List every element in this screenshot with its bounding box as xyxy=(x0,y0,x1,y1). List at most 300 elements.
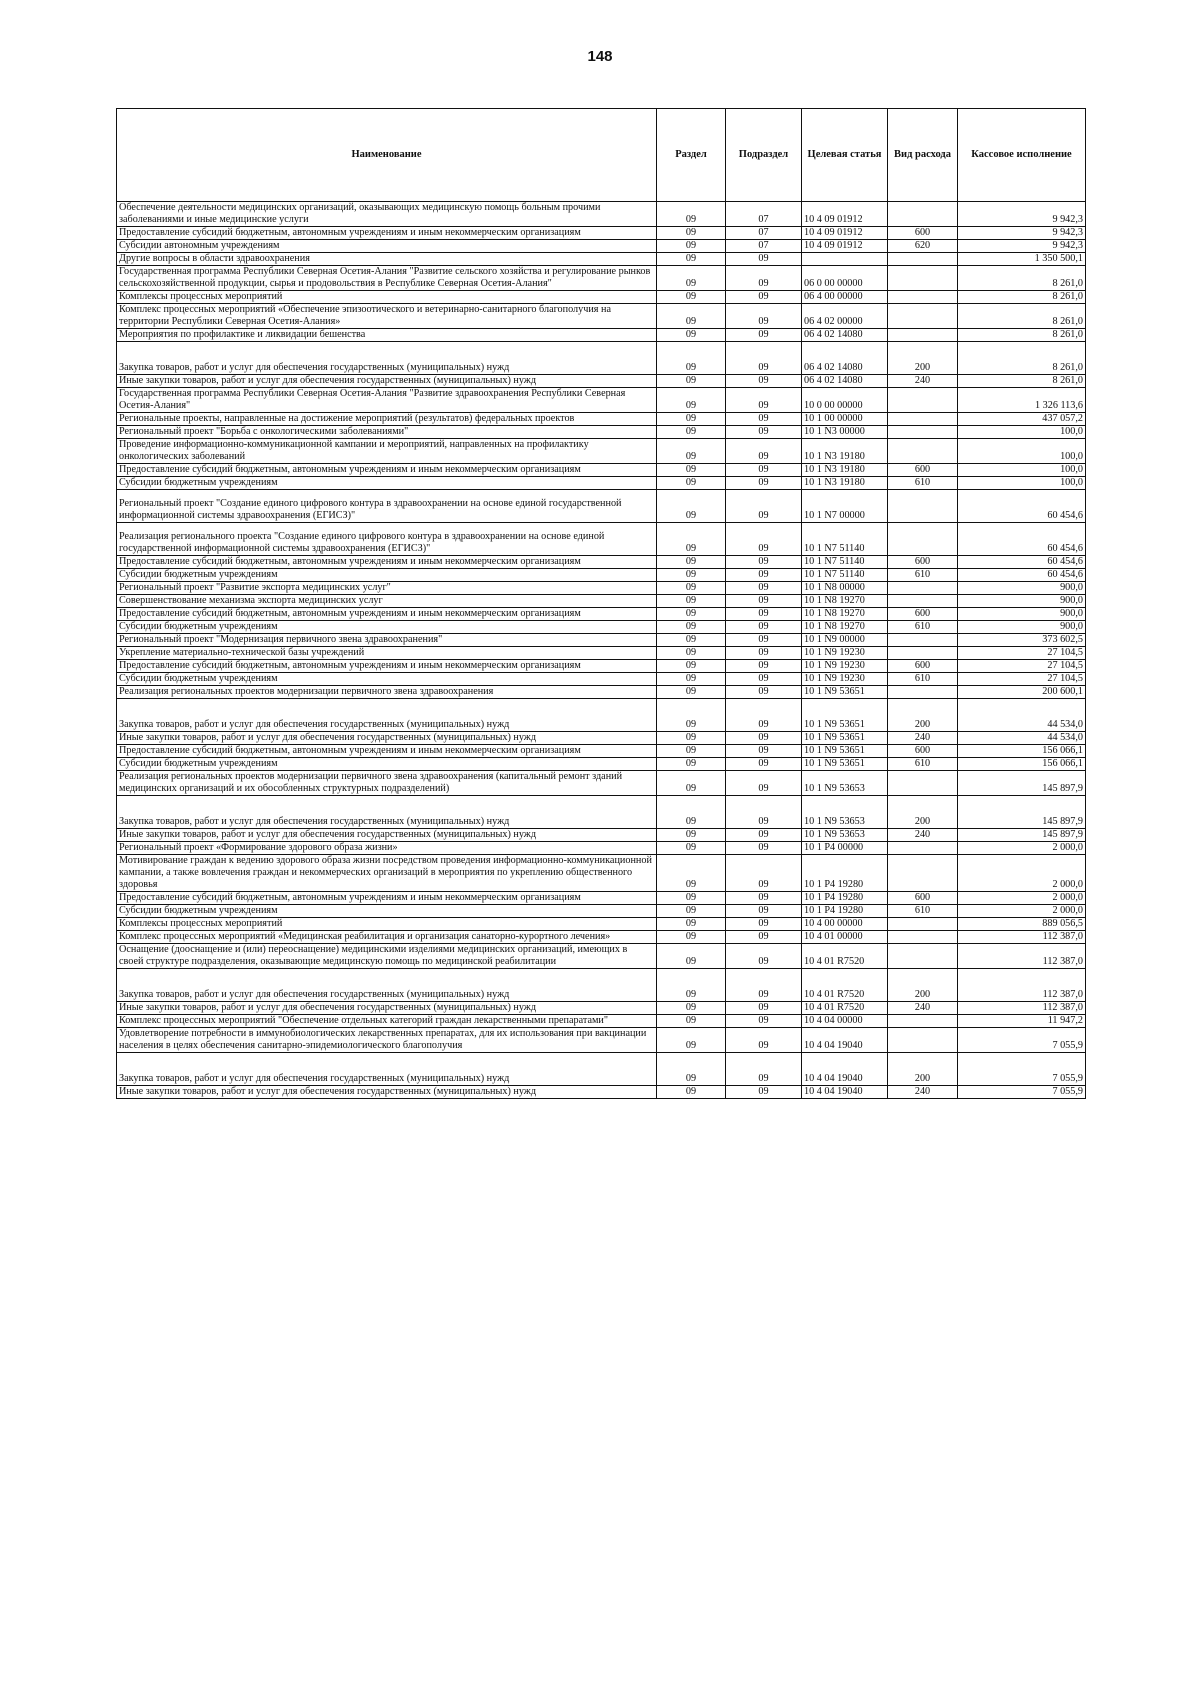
cell-celevaya-statya: 10 1 N8 00000 xyxy=(802,582,888,595)
cell-podrazdel: 09 xyxy=(726,342,802,375)
cell-kassovoe-ispolnenie: 889 056,5 xyxy=(958,918,1086,931)
cell-razdel: 09 xyxy=(657,253,726,266)
cell-podrazdel: 09 xyxy=(726,660,802,673)
cell-razdel: 09 xyxy=(657,329,726,342)
cell-podrazdel: 09 xyxy=(726,931,802,944)
cell-name: Региональный проект "Развитие экспорта медицинских услуг" xyxy=(117,582,657,595)
cell-razdel: 09 xyxy=(657,892,726,905)
cell-celevaya-statya: 10 0 00 00000 xyxy=(802,388,888,413)
table-row xyxy=(117,439,1086,464)
cell-name: Закупка товаров, работ и услуг для обеспечения государственных (муниципальных) нужд xyxy=(117,969,657,1002)
cell-celevaya-statya: 10 1 N9 53651 xyxy=(802,745,888,758)
cell-kassovoe-ispolnenie: 145 897,9 xyxy=(958,796,1086,829)
cell-podrazdel: 09 xyxy=(726,944,802,969)
cell-vid-raskhoda xyxy=(888,634,958,647)
table-row xyxy=(117,732,1086,745)
cell-razdel: 09 xyxy=(657,556,726,569)
cell-vid-raskhoda: 200 xyxy=(888,969,958,1002)
cell-name: Предоставление субсидий бюджетным, автономным учреждениям и иным некоммерческим организациям xyxy=(117,745,657,758)
cell-kassovoe-ispolnenie: 9 942,3 xyxy=(958,240,1086,253)
table-row xyxy=(117,426,1086,439)
cell-kassovoe-ispolnenie: 156 066,1 xyxy=(958,745,1086,758)
cell-name: Закупка товаров, работ и услуг для обеспечения государственных (муниципальных) нужд xyxy=(117,342,657,375)
cell-razdel: 09 xyxy=(657,426,726,439)
cell-razdel: 09 xyxy=(657,855,726,892)
cell-razdel: 09 xyxy=(657,732,726,745)
table-row xyxy=(117,582,1086,595)
cell-name: Реализация региональных проектов модернизации первичного звена здравоохранения xyxy=(117,686,657,699)
table-row xyxy=(117,291,1086,304)
cell-podrazdel: 09 xyxy=(726,621,802,634)
table-row xyxy=(117,621,1086,634)
cell-name: Оснащение (дооснащение и (или) переоснащение) медицинскими изделиями медицинских организаций, имеющих в своей структуре подразделения, оказывающие медицинскую помощь по медицинской реабилитации xyxy=(117,944,657,969)
table-row xyxy=(117,699,1086,732)
cell-vid-raskhoda xyxy=(888,1028,958,1053)
table-row xyxy=(117,477,1086,490)
cell-razdel: 09 xyxy=(657,342,726,375)
cell-razdel: 09 xyxy=(657,842,726,855)
cell-name: Совершенствование механизма экспорта медицинских услуг xyxy=(117,595,657,608)
cell-celevaya-statya: 06 4 02 00000 xyxy=(802,304,888,329)
cell-kassovoe-ispolnenie: 112 387,0 xyxy=(958,931,1086,944)
cell-podrazdel: 09 xyxy=(726,582,802,595)
cell-name: Предоставление субсидий бюджетным, автономным учреждениям и иным некоммерческим организациям xyxy=(117,892,657,905)
cell-vid-raskhoda: 600 xyxy=(888,660,958,673)
table-row xyxy=(117,796,1086,829)
cell-vid-raskhoda: 240 xyxy=(888,375,958,388)
cell-podrazdel: 09 xyxy=(726,439,802,464)
cell-vid-raskhoda xyxy=(888,1015,958,1028)
cell-vid-raskhoda: 200 xyxy=(888,699,958,732)
page-number: 148 xyxy=(587,48,613,65)
header-razdel: Раздел xyxy=(657,109,726,202)
cell-name: Закупка товаров, работ и услуг для обеспечения государственных (муниципальных) нужд xyxy=(117,796,657,829)
cell-podrazdel: 09 xyxy=(726,686,802,699)
table-row xyxy=(117,1053,1086,1086)
cell-celevaya-statya: 10 1 N9 53653 xyxy=(802,829,888,842)
table-row xyxy=(117,969,1086,1002)
cell-razdel: 09 xyxy=(657,621,726,634)
table-header-row xyxy=(117,109,1086,202)
cell-vid-raskhoda xyxy=(888,944,958,969)
cell-celevaya-statya: 10 1 P4 19280 xyxy=(802,855,888,892)
cell-podrazdel: 09 xyxy=(726,796,802,829)
cell-vid-raskhoda xyxy=(888,582,958,595)
cell-razdel: 09 xyxy=(657,686,726,699)
cell-celevaya-statya: 10 1 N8 19270 xyxy=(802,608,888,621)
cell-podrazdel: 09 xyxy=(726,253,802,266)
header-name: Наименование xyxy=(117,109,657,202)
cell-kassovoe-ispolnenie: 8 261,0 xyxy=(958,329,1086,342)
cell-kassovoe-ispolnenie: 8 261,0 xyxy=(958,266,1086,291)
cell-name: Проведение информационно-коммуникационной кампании и мероприятий, направленных на профилактику онкологических заболеваний xyxy=(117,439,657,464)
cell-name: Региональные проекты, направленные на достижение мероприятий (результатов) федеральных проектов xyxy=(117,413,657,426)
cell-celevaya-statya: 10 1 N9 53651 xyxy=(802,732,888,745)
table-row xyxy=(117,634,1086,647)
table-row xyxy=(117,490,1086,523)
table-row xyxy=(117,240,1086,253)
cell-celevaya-statya: 10 4 04 00000 xyxy=(802,1015,888,1028)
table-row xyxy=(117,375,1086,388)
cell-podrazdel: 09 xyxy=(726,918,802,931)
table-row xyxy=(117,1086,1086,1099)
cell-celevaya-statya: 10 1 N7 51140 xyxy=(802,523,888,556)
cell-kassovoe-ispolnenie: 9 942,3 xyxy=(958,202,1086,227)
cell-podrazdel: 07 xyxy=(726,227,802,240)
cell-podrazdel: 09 xyxy=(726,1002,802,1015)
cell-podrazdel: 09 xyxy=(726,829,802,842)
cell-kassovoe-ispolnenie: 156 066,1 xyxy=(958,758,1086,771)
cell-celevaya-statya: 10 1 N3 00000 xyxy=(802,426,888,439)
cell-kassovoe-ispolnenie: 27 104,5 xyxy=(958,673,1086,686)
table-row xyxy=(117,892,1086,905)
cell-vid-raskhoda: 610 xyxy=(888,569,958,582)
cell-name: Комплекс процессных мероприятий «Медицинская реабилитация и организация санаторно-курортного лечения» xyxy=(117,931,657,944)
cell-razdel: 09 xyxy=(657,660,726,673)
table-row xyxy=(117,1002,1086,1015)
cell-vid-raskhoda: 610 xyxy=(888,905,958,918)
cell-name: Государственная программа Республики Северная Осетия-Алания "Развитие сельского хозяйства и регулирование рынков сельскохозяйственной продукции, сырья и продовольствия в Республике Северная Осетия-Алания" xyxy=(117,266,657,291)
cell-podrazdel: 09 xyxy=(726,732,802,745)
cell-name: Мотивирование граждан к ведению здорового образа жизни посредством проведения информационно-коммуникационной кампании, а также вовлечения граждан и некоммерческих организаций в мероприятия по укреплению общественного здоровья xyxy=(117,855,657,892)
cell-celevaya-statya: 06 0 00 00000 xyxy=(802,266,888,291)
cell-kassovoe-ispolnenie: 7 055,9 xyxy=(958,1086,1086,1099)
cell-name: Региональный проект «Формирование здорового образа жизни» xyxy=(117,842,657,855)
cell-podrazdel: 09 xyxy=(726,699,802,732)
cell-name: Субсидии бюджетным учреждениям xyxy=(117,905,657,918)
cell-razdel: 09 xyxy=(657,477,726,490)
cell-razdel: 09 xyxy=(657,523,726,556)
cell-razdel: 09 xyxy=(657,202,726,227)
cell-kassovoe-ispolnenie: 44 534,0 xyxy=(958,699,1086,732)
cell-name: Иные закупки товаров, работ и услуг для обеспечения государственных (муниципальных) нужд xyxy=(117,732,657,745)
cell-celevaya-statya: 06 4 02 14080 xyxy=(802,342,888,375)
cell-name: Удовлетворение потребности в иммунобиологических лекарственных препаратах, для их использования при вакцинации населения в целях обеспечения санитарно-эпидемиологического благополучия xyxy=(117,1028,657,1053)
cell-celevaya-statya: 10 1 N9 19230 xyxy=(802,673,888,686)
table-row xyxy=(117,660,1086,673)
cell-razdel: 09 xyxy=(657,240,726,253)
cell-name: Иные закупки товаров, работ и услуг для обеспечения государственных (муниципальных) нужд xyxy=(117,1086,657,1099)
cell-name: Субсидии бюджетным учреждениям xyxy=(117,569,657,582)
cell-kassovoe-ispolnenie: 7 055,9 xyxy=(958,1053,1086,1086)
cell-vid-raskhoda: 200 xyxy=(888,342,958,375)
cell-name: Субсидии бюджетным учреждениям xyxy=(117,621,657,634)
cell-celevaya-statya: 06 4 02 14080 xyxy=(802,375,888,388)
table-body xyxy=(117,202,1086,1099)
cell-vid-raskhoda: 610 xyxy=(888,477,958,490)
cell-podrazdel: 09 xyxy=(726,569,802,582)
cell-razdel: 09 xyxy=(657,905,726,918)
cell-razdel: 09 xyxy=(657,699,726,732)
cell-celevaya-statya: 10 1 N3 19180 xyxy=(802,439,888,464)
cell-razdel: 09 xyxy=(657,918,726,931)
cell-celevaya-statya: 10 4 01 R7520 xyxy=(802,969,888,1002)
cell-kassovoe-ispolnenie: 60 454,6 xyxy=(958,523,1086,556)
cell-razdel: 09 xyxy=(657,1086,726,1099)
cell-razdel: 09 xyxy=(657,1053,726,1086)
cell-kassovoe-ispolnenie: 900,0 xyxy=(958,608,1086,621)
cell-razdel: 09 xyxy=(657,413,726,426)
cell-name: Комплекс процессных мероприятий «Обеспечение эпизоотического и ветеринарно-санитарного благополучия на территории Республики Северная Осетия-Алания» xyxy=(117,304,657,329)
table-row xyxy=(117,855,1086,892)
cell-vid-raskhoda: 600 xyxy=(888,556,958,569)
cell-kassovoe-ispolnenie: 27 104,5 xyxy=(958,660,1086,673)
cell-name: Иные закупки товаров, работ и услуг для обеспечения государственных (муниципальных) нужд xyxy=(117,829,657,842)
header-vid-raskhoda: Вид расхода xyxy=(888,109,958,202)
cell-vid-raskhoda xyxy=(888,855,958,892)
cell-celevaya-statya: 10 1 N9 53653 xyxy=(802,796,888,829)
cell-celevaya-statya: 10 1 N9 19230 xyxy=(802,647,888,660)
cell-kassovoe-ispolnenie: 112 387,0 xyxy=(958,969,1086,1002)
cell-kassovoe-ispolnenie: 100,0 xyxy=(958,464,1086,477)
cell-celevaya-statya: 10 1 N8 19270 xyxy=(802,595,888,608)
table-row xyxy=(117,829,1086,842)
cell-razdel: 09 xyxy=(657,829,726,842)
cell-kassovoe-ispolnenie: 200 600,1 xyxy=(958,686,1086,699)
cell-podrazdel: 09 xyxy=(726,647,802,660)
cell-razdel: 09 xyxy=(657,266,726,291)
cell-vid-raskhoda xyxy=(888,842,958,855)
cell-vid-raskhoda: 240 xyxy=(888,1002,958,1015)
cell-razdel: 09 xyxy=(657,758,726,771)
cell-vid-raskhoda: 600 xyxy=(888,227,958,240)
cell-kassovoe-ispolnenie: 900,0 xyxy=(958,595,1086,608)
cell-celevaya-statya: 10 1 N9 00000 xyxy=(802,634,888,647)
cell-name: Субсидии автономным учреждениям xyxy=(117,240,657,253)
cell-celevaya-statya: 10 1 N9 19230 xyxy=(802,660,888,673)
cell-vid-raskhoda: 600 xyxy=(888,608,958,621)
cell-vid-raskhoda xyxy=(888,413,958,426)
table-row xyxy=(117,329,1086,342)
table-row xyxy=(117,464,1086,477)
table-row xyxy=(117,569,1086,582)
cell-podrazdel: 09 xyxy=(726,855,802,892)
cell-celevaya-statya: 10 1 P4 19280 xyxy=(802,892,888,905)
cell-podrazdel: 09 xyxy=(726,490,802,523)
cell-vid-raskhoda: 240 xyxy=(888,732,958,745)
cell-celevaya-statya: 10 4 01 R7520 xyxy=(802,1002,888,1015)
cell-celevaya-statya: 10 4 00 00000 xyxy=(802,918,888,931)
cell-razdel: 09 xyxy=(657,1028,726,1053)
cell-kassovoe-ispolnenie: 8 261,0 xyxy=(958,291,1086,304)
cell-name: Обеспечение деятельности медицинских организаций, оказывающих медицинскую помощь больным прочими заболеваниями и иные медицинские услуги xyxy=(117,202,657,227)
cell-razdel: 09 xyxy=(657,375,726,388)
cell-podrazdel: 09 xyxy=(726,1015,802,1028)
cell-podrazdel: 09 xyxy=(726,892,802,905)
cell-vid-raskhoda xyxy=(888,595,958,608)
cell-celevaya-statya: 06 4 02 14080 xyxy=(802,329,888,342)
header-kassovoe-ispolnenie: Кассовое исполнение xyxy=(958,109,1086,202)
cell-name: Субсидии бюджетным учреждениям xyxy=(117,673,657,686)
table-row xyxy=(117,608,1086,621)
cell-name: Другие вопросы в области здравоохранения xyxy=(117,253,657,266)
cell-kassovoe-ispolnenie: 1 350 500,1 xyxy=(958,253,1086,266)
cell-name: Закупка товаров, работ и услуг для обеспечения государственных (муниципальных) нужд xyxy=(117,699,657,732)
table-row xyxy=(117,595,1086,608)
cell-podrazdel: 09 xyxy=(726,304,802,329)
cell-celevaya-statya: 10 1 00 00000 xyxy=(802,413,888,426)
cell-podrazdel: 09 xyxy=(726,329,802,342)
cell-kassovoe-ispolnenie: 8 261,0 xyxy=(958,375,1086,388)
cell-podrazdel: 09 xyxy=(726,523,802,556)
cell-vid-raskhoda xyxy=(888,523,958,556)
cell-razdel: 09 xyxy=(657,1002,726,1015)
cell-razdel: 09 xyxy=(657,745,726,758)
table-row xyxy=(117,523,1086,556)
cell-celevaya-statya: 10 1 N7 00000 xyxy=(802,490,888,523)
table-row xyxy=(117,686,1086,699)
cell-celevaya-statya: 10 4 01 00000 xyxy=(802,931,888,944)
cell-kassovoe-ispolnenie: 44 534,0 xyxy=(958,732,1086,745)
cell-name: Реализация регионального проекта "Создание единого цифрового контура в здравоохранении на основе единой государственной информационной системы здравоохранения (ЕГИСЗ)" xyxy=(117,523,657,556)
cell-podrazdel: 09 xyxy=(726,477,802,490)
cell-podrazdel: 09 xyxy=(726,758,802,771)
table-row xyxy=(117,556,1086,569)
table-row xyxy=(117,202,1086,227)
cell-celevaya-statya: 10 1 N9 53651 xyxy=(802,699,888,732)
cell-podrazdel: 09 xyxy=(726,595,802,608)
cell-celevaya-statya: 10 4 04 19040 xyxy=(802,1028,888,1053)
cell-name: Закупка товаров, работ и услуг для обеспечения государственных (муниципальных) нужд xyxy=(117,1053,657,1086)
table-row xyxy=(117,931,1086,944)
table-row xyxy=(117,918,1086,931)
table-row xyxy=(117,1015,1086,1028)
cell-kassovoe-ispolnenie: 145 897,9 xyxy=(958,771,1086,796)
cell-celevaya-statya: 10 1 N9 53651 xyxy=(802,686,888,699)
cell-kassovoe-ispolnenie: 27 104,5 xyxy=(958,647,1086,660)
cell-vid-raskhoda xyxy=(888,202,958,227)
header-podrazdel: Подраздел xyxy=(726,109,802,202)
table-row xyxy=(117,647,1086,660)
cell-kassovoe-ispolnenie: 112 387,0 xyxy=(958,1002,1086,1015)
cell-razdel: 09 xyxy=(657,673,726,686)
cell-podrazdel: 09 xyxy=(726,388,802,413)
cell-razdel: 09 xyxy=(657,464,726,477)
cell-kassovoe-ispolnenie: 8 261,0 xyxy=(958,342,1086,375)
cell-vid-raskhoda xyxy=(888,771,958,796)
cell-vid-raskhoda xyxy=(888,329,958,342)
cell-razdel: 09 xyxy=(657,931,726,944)
cell-vid-raskhoda: 600 xyxy=(888,745,958,758)
cell-razdel: 09 xyxy=(657,490,726,523)
cell-name: Иные закупки товаров, работ и услуг для обеспечения государственных (муниципальных) нужд xyxy=(117,375,657,388)
table-row xyxy=(117,253,1086,266)
cell-podrazdel: 09 xyxy=(726,842,802,855)
cell-name: Предоставление субсидий бюджетным, автономным учреждениям и иным некоммерческим организациям xyxy=(117,227,657,240)
cell-name: Предоставление субсидий бюджетным, автономным учреждениям и иным некоммерческим организациям xyxy=(117,608,657,621)
cell-name: Субсидии бюджетным учреждениям xyxy=(117,758,657,771)
cell-podrazdel: 09 xyxy=(726,1028,802,1053)
cell-vid-raskhoda: 600 xyxy=(888,464,958,477)
cell-celevaya-statya: 10 1 N9 53651 xyxy=(802,758,888,771)
cell-celevaya-statya: 10 4 01 R7520 xyxy=(802,944,888,969)
cell-razdel: 09 xyxy=(657,969,726,1002)
cell-podrazdel: 07 xyxy=(726,240,802,253)
cell-kassovoe-ispolnenie: 437 057,2 xyxy=(958,413,1086,426)
table-row xyxy=(117,745,1086,758)
cell-kassovoe-ispolnenie: 900,0 xyxy=(958,582,1086,595)
cell-name: Комплексы процессных мероприятий xyxy=(117,291,657,304)
cell-celevaya-statya: 10 4 04 19040 xyxy=(802,1086,888,1099)
cell-name: Государственная программа Республики Северная Осетия-Алания "Развитие здравоохранения Республики Северная Осетия-Алания" xyxy=(117,388,657,413)
cell-razdel: 09 xyxy=(657,569,726,582)
cell-vid-raskhoda: 610 xyxy=(888,621,958,634)
cell-podrazdel: 09 xyxy=(726,1053,802,1086)
cell-podrazdel: 09 xyxy=(726,745,802,758)
cell-celevaya-statya: 10 1 P4 00000 xyxy=(802,842,888,855)
cell-celevaya-statya: 10 4 09 01912 xyxy=(802,240,888,253)
cell-razdel: 09 xyxy=(657,582,726,595)
cell-podrazdel: 09 xyxy=(726,464,802,477)
cell-vid-raskhoda: 240 xyxy=(888,1086,958,1099)
cell-celevaya-statya: 10 1 N8 19270 xyxy=(802,621,888,634)
cell-name: Субсидии бюджетным учреждениям xyxy=(117,477,657,490)
cell-podrazdel: 09 xyxy=(726,1086,802,1099)
table-row xyxy=(117,342,1086,375)
cell-podrazdel: 09 xyxy=(726,291,802,304)
cell-name: Реализация региональных проектов модернизации первичного звена здравоохранения (капитальный ремонт зданий медицинских организаций и их обособленных структурных подразделений) xyxy=(117,771,657,796)
cell-celevaya-statya: 10 4 04 19040 xyxy=(802,1053,888,1086)
cell-vid-raskhoda: 240 xyxy=(888,829,958,842)
cell-name: Комплекс процессных мероприятий "Обеспечение отдельных категорий граждан лекарственными препаратами" xyxy=(117,1015,657,1028)
cell-podrazdel: 09 xyxy=(726,426,802,439)
cell-vid-raskhoda: 200 xyxy=(888,1053,958,1086)
cell-vid-raskhoda xyxy=(888,291,958,304)
cell-vid-raskhoda xyxy=(888,686,958,699)
table-row xyxy=(117,905,1086,918)
cell-razdel: 09 xyxy=(657,304,726,329)
table-row xyxy=(117,842,1086,855)
cell-razdel: 09 xyxy=(657,647,726,660)
cell-name: Иные закупки товаров, работ и услуг для обеспечения государственных (муниципальных) нужд xyxy=(117,1002,657,1015)
cell-podrazdel: 09 xyxy=(726,266,802,291)
cell-vid-raskhoda: 200 xyxy=(888,796,958,829)
cell-podrazdel: 09 xyxy=(726,375,802,388)
cell-vid-raskhoda: 620 xyxy=(888,240,958,253)
cell-podrazdel: 09 xyxy=(726,771,802,796)
cell-vid-raskhoda xyxy=(888,304,958,329)
cell-vid-raskhoda xyxy=(888,439,958,464)
cell-kassovoe-ispolnenie: 100,0 xyxy=(958,426,1086,439)
cell-celevaya-statya: 10 1 N3 19180 xyxy=(802,464,888,477)
cell-name: Региональный проект "Модернизация первичного звена здравоохранения" xyxy=(117,634,657,647)
cell-name: Региональный проект "Борьба с онкологическими заболеваниями" xyxy=(117,426,657,439)
cell-celevaya-statya: 06 4 00 00000 xyxy=(802,291,888,304)
cell-kassovoe-ispolnenie: 60 454,6 xyxy=(958,490,1086,523)
cell-razdel: 09 xyxy=(657,291,726,304)
cell-vid-raskhoda xyxy=(888,426,958,439)
cell-kassovoe-ispolnenie: 11 947,2 xyxy=(958,1015,1086,1028)
cell-podrazdel: 09 xyxy=(726,634,802,647)
cell-name: Предоставление субсидий бюджетным, автономным учреждениям и иным некоммерческим организациям xyxy=(117,660,657,673)
header-celevaya-statya: Целевая статья xyxy=(802,109,888,202)
cell-vid-raskhoda xyxy=(888,490,958,523)
cell-podrazdel: 09 xyxy=(726,905,802,918)
table-row xyxy=(117,413,1086,426)
cell-podrazdel: 09 xyxy=(726,969,802,1002)
cell-podrazdel: 09 xyxy=(726,608,802,621)
cell-kassovoe-ispolnenie: 100,0 xyxy=(958,439,1086,464)
cell-podrazdel: 09 xyxy=(726,673,802,686)
cell-celevaya-statya: 10 1 N9 53653 xyxy=(802,771,888,796)
table-row xyxy=(117,944,1086,969)
table-row xyxy=(117,673,1086,686)
cell-kassovoe-ispolnenie: 7 055,9 xyxy=(958,1028,1086,1053)
table-row xyxy=(117,758,1086,771)
cell-celevaya-statya: 10 1 N7 51140 xyxy=(802,569,888,582)
cell-name: Мероприятия по профилактике и ликвидации бешенства xyxy=(117,329,657,342)
cell-kassovoe-ispolnenie: 9 942,3 xyxy=(958,227,1086,240)
